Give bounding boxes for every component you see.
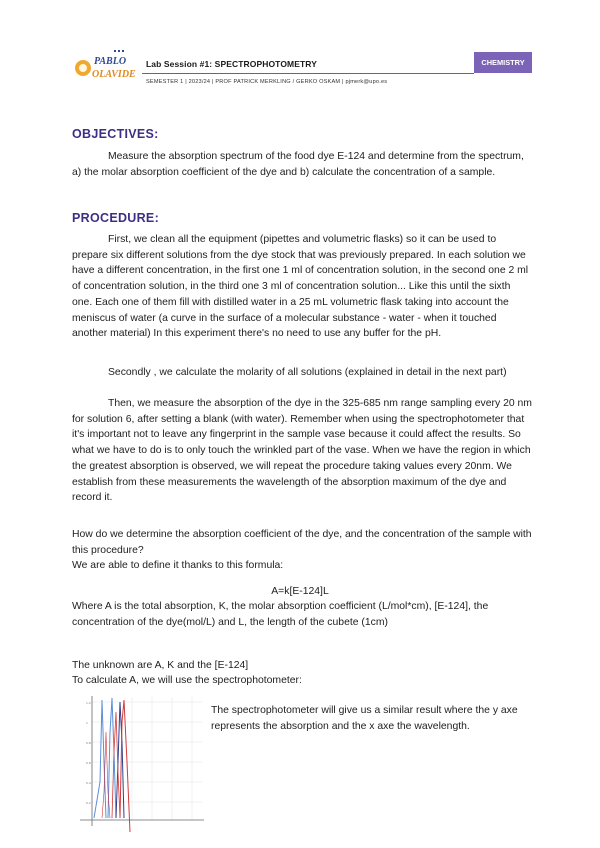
header-rule: [142, 73, 474, 74]
objectives-text: Measure the absorption spectrum of the food dye E-124 and determine from the spectrum, a) the molar absorption coefficient of the dye and b) calculate the concentration of a sample.: [72, 151, 524, 178]
svg-text:1.2: 1.2: [86, 701, 91, 705]
procedure-paragraph-2: Secondly , we calculate the molarity of all solutions (explained in detail in the next part): [108, 367, 507, 378]
question-text: How do we determine the absorption coefficient of the dye, and the concentration of the sample with this procedure?: [72, 529, 532, 556]
unknowns-line: The unknown are A, K and the [E-124]: [72, 660, 249, 671]
course-info-line: SEMESTER 1 | 2023/24 | PROF PATRICK MERKLING / GERKO OSKAM | pjmerk@upo.es: [146, 79, 388, 85]
absorption-spectrum-figure: [72, 692, 206, 832]
procedure-heading: PROCEDURE:: [72, 211, 160, 225]
figure-caption: The spectrophotometer will give us a similar result where the y axe represents the absorption and the x axe the wavelength.: [211, 705, 518, 732]
formula-intro: We are able to define it thanks to this formula:: [72, 560, 284, 571]
procedure-paragraph-1: First, we clean all the equipment (pipettes and volumetric flasks) so it can be used to prepare six different solutions from the dye stock that was previously prepared. In each solution we have a different concentration, in the first one 1 ml of concentration solution, in the second one 2 ml of concentration solution, in the third one 3 ml of concentration solution... Like this until the sixth one. Each one of them fill with distilled water in a 25 mL volumetric flask taking into account the meniscus of water (a curve in the surface of a molecular substance - water - when it touched another material) In this experiment there's no need to use any buffer for the pH.: [72, 234, 529, 340]
svg-text:1: 1: [86, 721, 88, 725]
subject-badge: CHEMISTRY: [474, 52, 532, 73]
formula: A=k[E-124]L: [271, 586, 329, 597]
svg-text:0.6: 0.6: [86, 761, 91, 765]
svg-text:0.2: 0.2: [86, 801, 91, 805]
svg-text:OLAVIDE: OLAVIDE: [92, 69, 136, 80]
objectives-heading: OBJECTIVES:: [72, 127, 159, 141]
procedure-paragraph-3: Then, we measure the absorption of the dye in the 325-685 nm range sampling every 20 nm for solution 6, after setting a blank (with water). Remember when using the spectrophotometer that it's important not to leave any fingerprint in the sample vase because it could affect the results. So what we have to do is to only touch the wrinkled part of the vase. When we have the region in which the greatest absorption is observed, we will repeat the procedure taking values every 20nm. We establish from these measurements the wavelength of the absorption maximum of the dye and record it.: [72, 398, 532, 504]
svg-text:0.4: 0.4: [86, 781, 91, 785]
svg-text:PABLO: PABLO: [94, 56, 127, 67]
formula-explanation: Where A is the total absorption, K, the molar absorption coefficient (L/mol*cm), [E-124], the concentration of the dye(mol/L) and L, the length of the cubete (1cm): [72, 601, 489, 628]
lab-session-title: Lab Session #1: SPECTROPHOTOMETRY: [146, 59, 317, 69]
university-logo: [74, 48, 136, 84]
calculate-a-line: To calculate A, we will use the spectrophotometer:: [72, 675, 302, 686]
svg-text:0.8: 0.8: [86, 741, 91, 745]
